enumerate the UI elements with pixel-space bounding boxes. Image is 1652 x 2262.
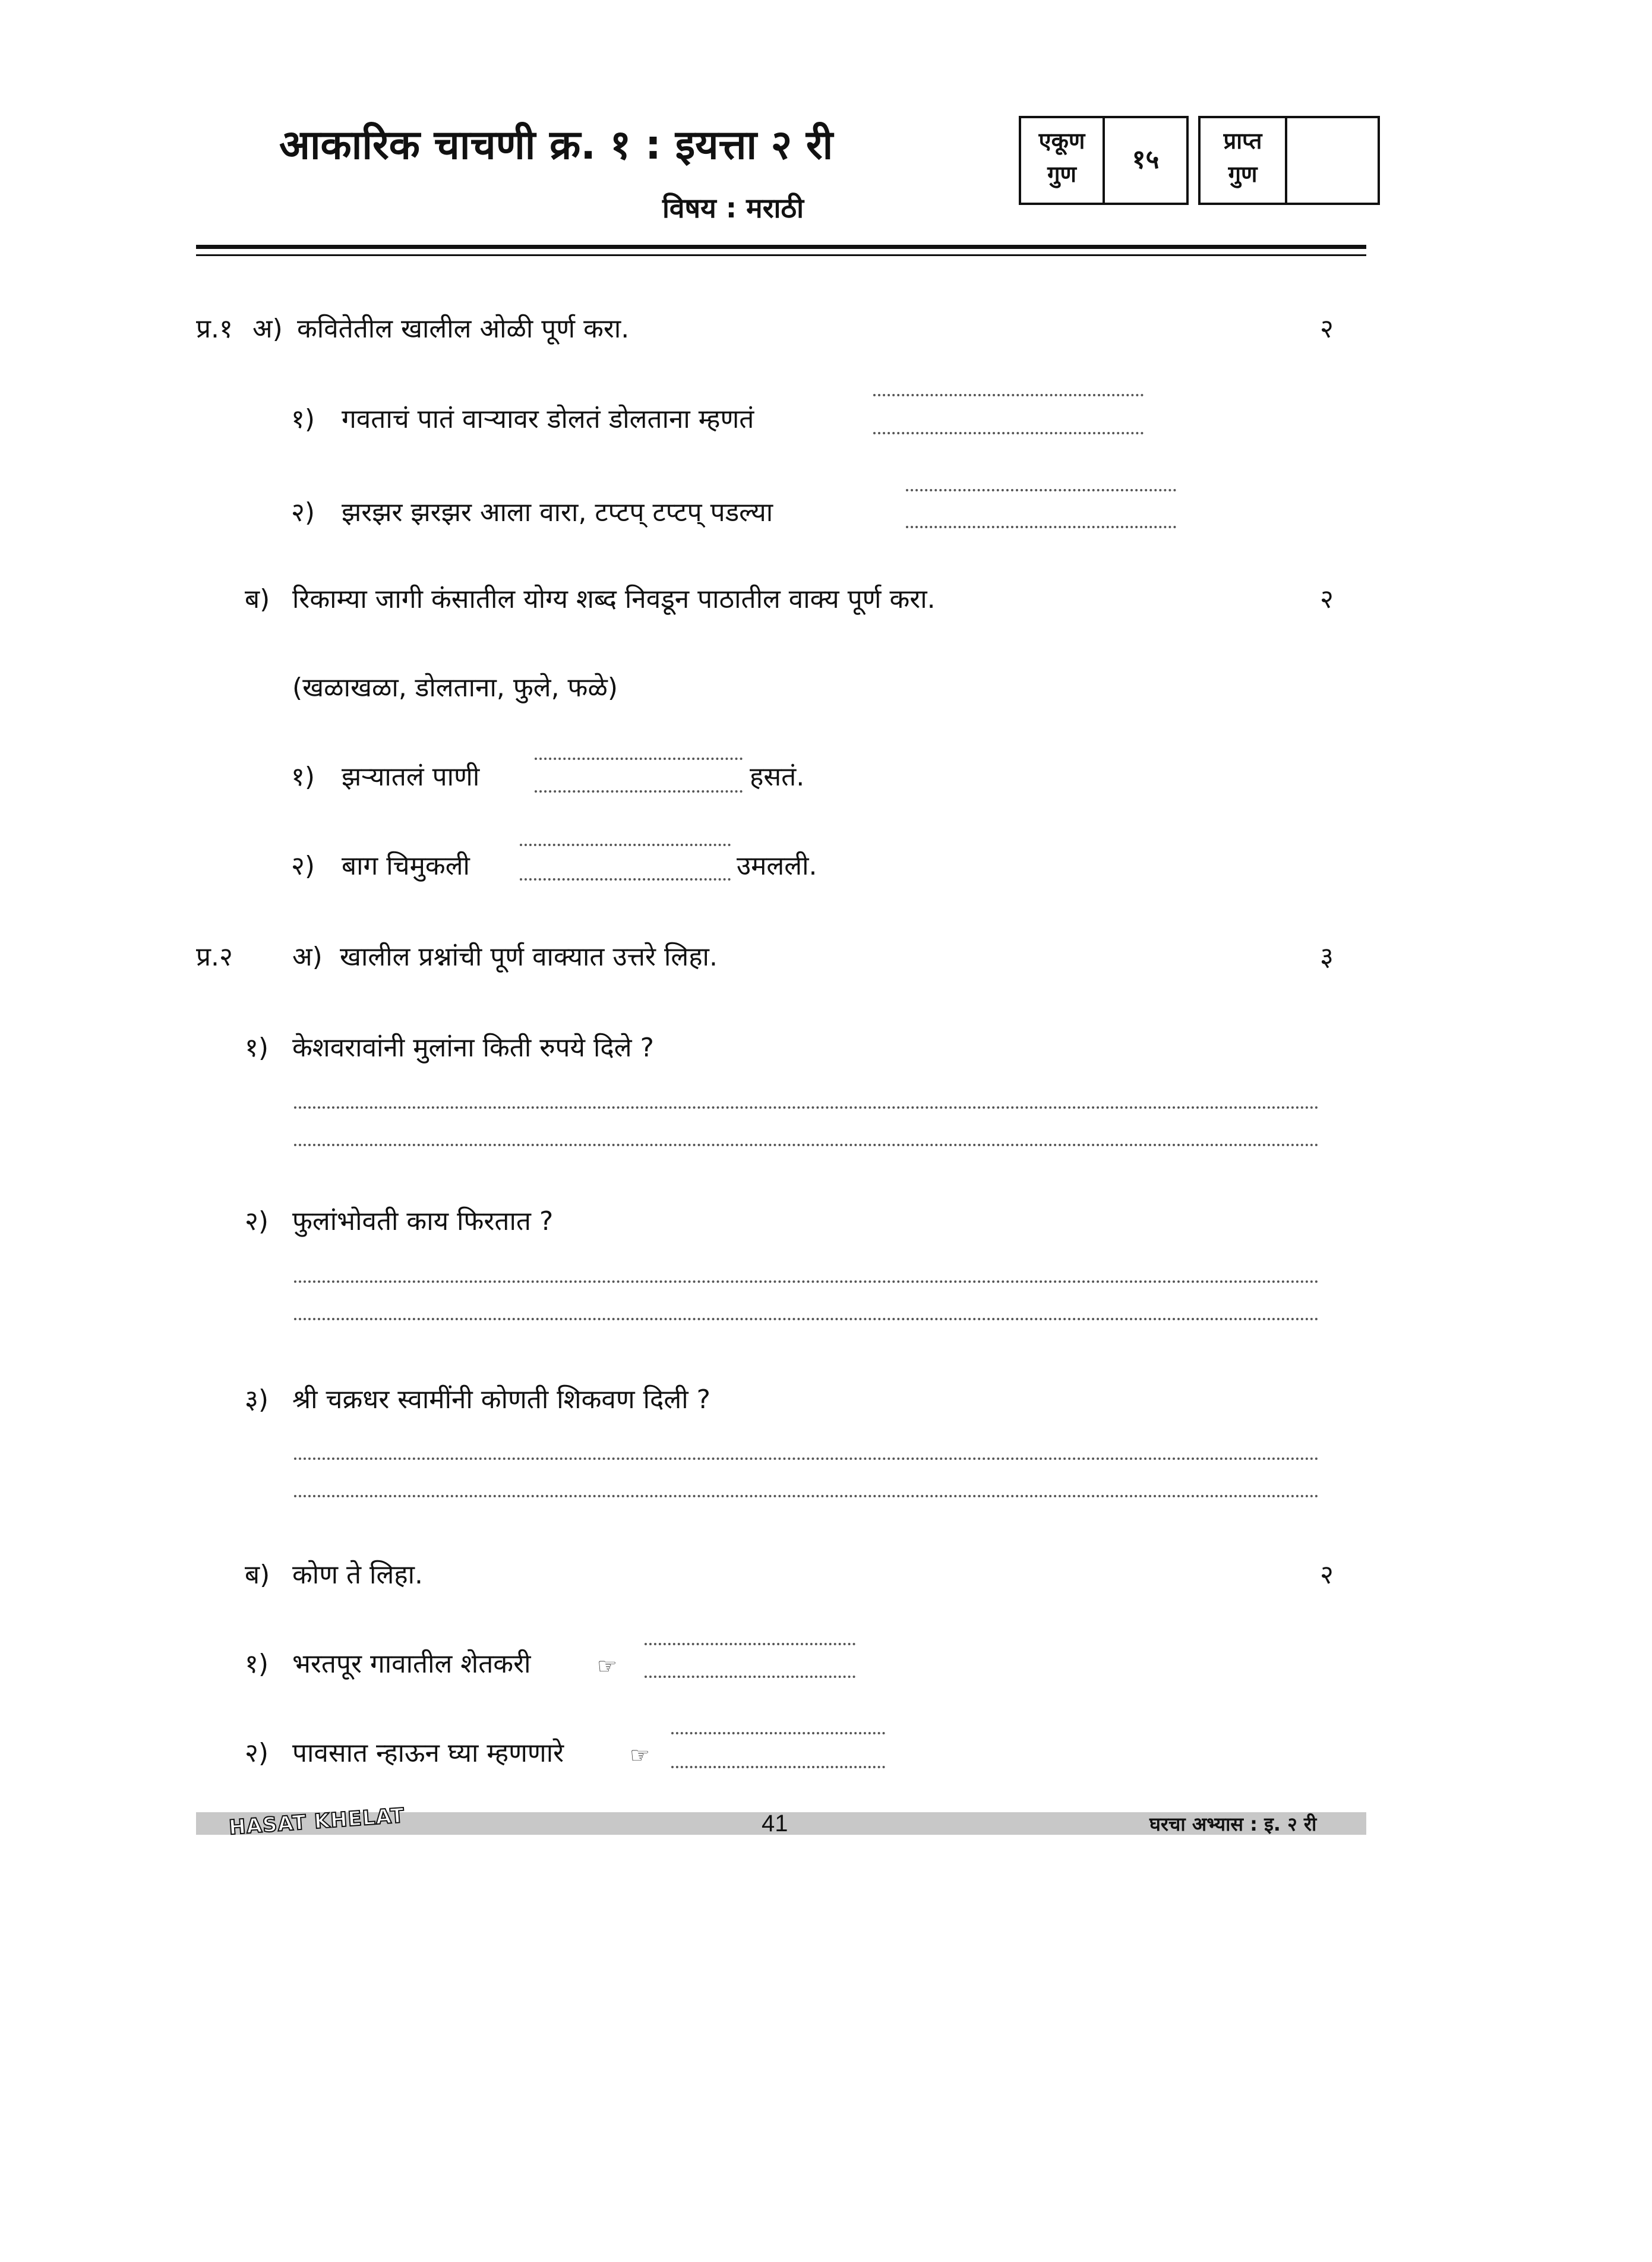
subject-label: विषय : मराठी: [662, 192, 804, 224]
q1b-label: ब): [245, 584, 270, 614]
q1-number: प्र.१: [196, 314, 233, 344]
q1a-instruction: कवितेतील खालील ओळी पूर्ण करा.: [297, 314, 630, 344]
q2a-item2-answer-line-2[interactable]: [294, 1318, 1319, 1320]
footer-right-text: घरचा अभ्यास : इ. २ री: [1149, 1813, 1317, 1835]
q2a-item1-answer-line-1[interactable]: [294, 1106, 1319, 1109]
q1a-item2-text: झरझर झरझर आला वारा, टप्टप् टप्टप् पडल्या: [342, 497, 773, 528]
q2b-item2-number: २): [245, 1738, 269, 1768]
q2b-item2-blank-top[interactable]: [671, 1732, 885, 1734]
q2b-item1-blank-top[interactable]: [645, 1643, 855, 1645]
q1a-item2-number: २): [291, 497, 315, 528]
q1b-item1-after: हसतं.: [750, 762, 805, 792]
q2a-item1-answer-line-2[interactable]: [294, 1144, 1319, 1146]
q1b-item2-before: बाग चिमुकली: [342, 851, 470, 881]
q2a-marks: ३: [1320, 942, 1334, 972]
obtained-marks-label-2: गुण: [1228, 161, 1258, 187]
total-marks-label-1: एकूण: [1038, 128, 1085, 154]
q1b-marks: २: [1320, 584, 1334, 614]
header-rule-thick: [196, 245, 1366, 249]
q1b-item1-number: १): [291, 762, 315, 792]
q1a-item2-blank-bottom[interactable]: [906, 526, 1176, 528]
obtained-marks-value-box[interactable]: [1285, 116, 1380, 205]
q1b-item2-blank-bottom[interactable]: [520, 878, 731, 881]
q1b-item1-blank-bottom[interactable]: [535, 790, 743, 793]
q2b-label: ब): [245, 1560, 270, 1590]
q2a-item3-answer-line-1[interactable]: [294, 1457, 1319, 1460]
q2b-instruction: कोण ते लिहा.: [292, 1560, 424, 1590]
q1b-item2-blank-top[interactable]: [520, 844, 731, 846]
header-rule-thin: [196, 254, 1366, 256]
q2a-item3-answer-line-2[interactable]: [294, 1495, 1319, 1497]
q2a-item2-text: फुलांभोवती काय फिरतात ?: [292, 1206, 554, 1236]
q2b-item2-blank-bottom[interactable]: [671, 1766, 885, 1768]
total-marks-value: १५: [1132, 144, 1160, 175]
q2a-item3-number: ३): [245, 1384, 269, 1415]
q2a-label: अ): [292, 942, 323, 972]
q2a-item2-answer-line-1[interactable]: [294, 1280, 1319, 1283]
q1b-options: (खळाखळा, डोलताना, फुले, फळे): [292, 673, 618, 703]
q1a-item1-blank-bottom[interactable]: [873, 432, 1144, 434]
q1a-item2-blank-top[interactable]: [906, 489, 1176, 491]
q2b-item1-blank-bottom[interactable]: [645, 1676, 855, 1678]
q2a-instruction: खालील प्रश्नांची पूर्ण वाक्यात उत्तरे लिहा.: [340, 942, 718, 972]
pointing-hand-icon: ☞: [597, 1653, 618, 1679]
q2b-marks: २: [1320, 1560, 1334, 1590]
q2b-item2-text: पावसात न्हाऊन घ्या म्हणणारे: [292, 1738, 564, 1768]
total-marks-value-box: [1103, 116, 1189, 205]
total-marks-label-box: [1019, 116, 1105, 205]
q1b-item2-after: उमलली.: [737, 851, 817, 881]
q2-number: प्र.२: [196, 942, 233, 972]
q1a-label: अ): [252, 314, 283, 344]
total-marks-label-2: गुण: [1047, 161, 1076, 187]
page-title: आकारिक चाचणी क्र. १ : इयत्ता २ री: [279, 122, 833, 169]
q1b-item1-before: झऱ्यातलं पाणी: [342, 762, 480, 792]
q1b-item1-blank-top[interactable]: [535, 758, 743, 760]
footer-logo: HASAT KHELAT: [228, 1803, 406, 1840]
q1a-item1-blank-top[interactable]: [873, 394, 1144, 396]
q2a-item1-number: १): [245, 1033, 269, 1063]
q1a-item1-text: गवताचं पातं वाऱ्यावर डोलतं डोलताना म्हणतं: [342, 404, 754, 434]
obtained-marks-label-1: प्राप्त: [1223, 128, 1262, 154]
pointing-hand-icon: ☞: [630, 1742, 650, 1768]
q2b-item1-text: भरतपूर गावातील शेतकरी: [292, 1649, 531, 1679]
page-number: 41: [762, 1810, 788, 1837]
obtained-marks-label-box: [1198, 116, 1287, 205]
q2a-item2-number: २): [245, 1206, 269, 1236]
q1b-item2-number: २): [291, 851, 315, 881]
q1a-item1-number: १): [291, 404, 315, 434]
q1a-marks: २: [1320, 314, 1334, 344]
q2a-item3-text: श्री चक्रधर स्वामींनी कोणती शिकवण दिली ?: [292, 1384, 710, 1415]
q1b-instruction: रिकाम्या जागी कंसातील योग्य शब्द निवडून पाठातील वाक्य पूर्ण करा.: [292, 584, 936, 614]
q2a-item1-text: केशवरावांनी मुलांना किती रुपये दिले ?: [292, 1033, 654, 1063]
q2b-item1-number: १): [245, 1649, 269, 1679]
